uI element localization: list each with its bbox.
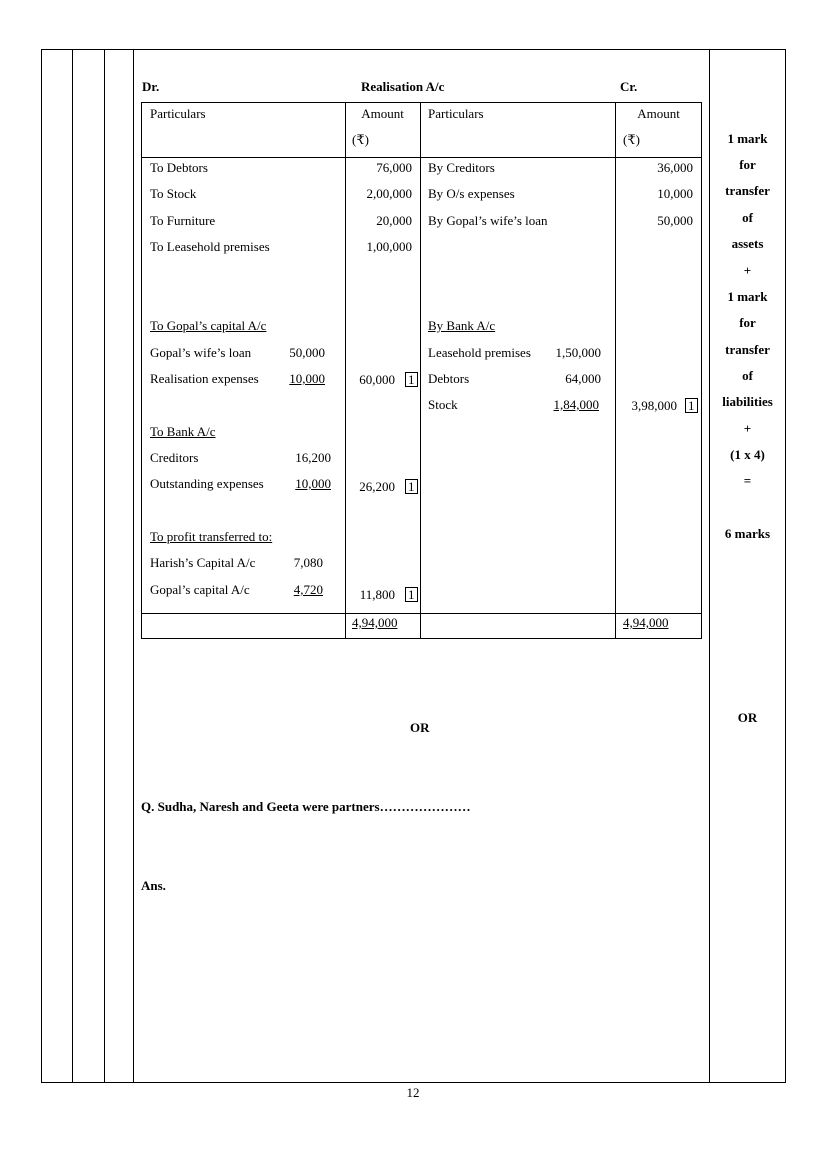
gopal-profit-label: Gopal’s capital A/c	[150, 582, 250, 597]
mark-box: 1	[680, 398, 698, 414]
gopal-profit-amount: 4,720	[293, 582, 323, 597]
marks-line: of	[742, 210, 753, 225]
debit-grand-total: 4,94,000	[352, 615, 398, 630]
credit-creditors-label: By Creditors	[428, 160, 495, 175]
marks-line: of	[742, 368, 753, 383]
gopal-wife-loan-label: Gopal’s wife’s loan	[150, 345, 252, 360]
marks-line: 1 mark	[727, 131, 768, 146]
marks-total: 6 marks	[724, 526, 771, 541]
credit-os-expenses-label: By O/s expenses	[428, 186, 515, 201]
harish-capital-label: Harish’s Capital A/c	[150, 555, 256, 570]
gopal-capital-heading: To Gopal’s capital A/c	[150, 318, 267, 333]
debit-furniture-label: To Furniture	[150, 213, 216, 228]
credit-debtors-label: Debtors	[428, 371, 470, 386]
cr-label: Cr.	[620, 79, 638, 94]
realisation-expenses-label: Realisation expenses	[150, 371, 259, 386]
marks-line: transfer	[725, 342, 770, 357]
credit-stock-label: Stock	[428, 397, 458, 412]
profit-total: 11,800	[359, 587, 395, 602]
credit-creditors-amount: 36,000	[657, 160, 693, 175]
bank-outstanding-amount: 10,000	[295, 476, 331, 491]
credit-wife-loan-label: By Gopal’s wife’s loan	[428, 213, 548, 228]
gopal-wife-loan-amount: 50,000	[289, 345, 325, 360]
credit-leasehold-label: Leasehold premises	[428, 345, 531, 360]
credit-debtors-amount: 64,000	[565, 371, 601, 386]
debit-leasehold-amount: 1,00,000	[366, 239, 412, 254]
mark-box: 1	[400, 372, 418, 388]
column-divider	[133, 49, 134, 1083]
or-separator: OR	[410, 720, 430, 735]
debit-debtors-label: To Debtors	[150, 160, 208, 175]
mark-box: 1	[400, 479, 418, 495]
credit-grand-total: 4,94,000	[623, 615, 669, 630]
debit-stock-amount: 2,00,000	[366, 186, 412, 201]
marks-line: =	[743, 473, 752, 488]
marks-or: OR	[737, 710, 758, 725]
credit-os-expenses-amount: 10,000	[657, 186, 693, 201]
credit-leasehold-amount: 1,50,000	[555, 345, 601, 360]
dr-label: Dr.	[142, 79, 160, 94]
credit-bank-total: 3,98,000	[631, 398, 677, 413]
marks-line: 1 mark	[727, 289, 768, 304]
marks-line: for	[739, 157, 756, 172]
col-particulars-right: Particulars	[428, 106, 484, 121]
marks-line: +	[743, 263, 752, 278]
col-amount-left-unit: (₹)	[352, 132, 369, 147]
column-divider	[72, 49, 73, 1083]
debit-furniture-amount: 20,000	[376, 213, 412, 228]
debit-debtors-amount: 76,000	[376, 160, 412, 175]
marks-line: +	[743, 421, 752, 436]
marks-line: for	[739, 315, 756, 330]
gopal-capital-total: 60,000	[359, 372, 395, 387]
question-text: Q. Sudha, Naresh and Geeta were partners…………………	[141, 799, 471, 814]
bank-heading: To Bank A/c	[150, 424, 216, 439]
col-amount-right-unit: (₹)	[623, 132, 640, 147]
marks-line: transfer	[725, 183, 770, 198]
answer-label: Ans.	[141, 878, 166, 893]
bank-outstanding-label: Outstanding expenses	[150, 476, 264, 491]
col-amount-left: Amount	[361, 106, 404, 121]
bank-creditors-amount: 16,200	[295, 450, 331, 465]
marks-line: (1 x 4)	[730, 447, 765, 462]
profit-heading: To profit transferred to:	[150, 529, 273, 544]
marks-line: assets	[731, 236, 764, 251]
credit-stock-amount: 1,84,000	[553, 397, 599, 412]
column-divider	[104, 49, 105, 1083]
realisation-expenses-amount: 10,000	[289, 371, 325, 386]
credit-bank-heading: By Bank A/c	[428, 318, 496, 333]
col-particulars-left: Particulars	[150, 106, 206, 121]
credit-wife-loan-amount: 50,000	[657, 213, 693, 228]
column-divider	[709, 49, 710, 1083]
debit-stock-label: To Stock	[150, 186, 197, 201]
page-number: 12	[406, 1085, 420, 1100]
realisation-account-table	[141, 102, 702, 639]
mark-box: 1	[400, 587, 418, 603]
account-title: Realisation A/c	[361, 79, 445, 94]
col-amount-right: Amount	[637, 106, 680, 121]
bank-creditors-label: Creditors	[150, 450, 199, 465]
harish-capital-amount: 7,080	[293, 555, 323, 570]
bank-total: 26,200	[359, 479, 395, 494]
debit-leasehold-label: To Leasehold premises	[150, 239, 270, 254]
marks-line: liabilities	[722, 394, 773, 409]
